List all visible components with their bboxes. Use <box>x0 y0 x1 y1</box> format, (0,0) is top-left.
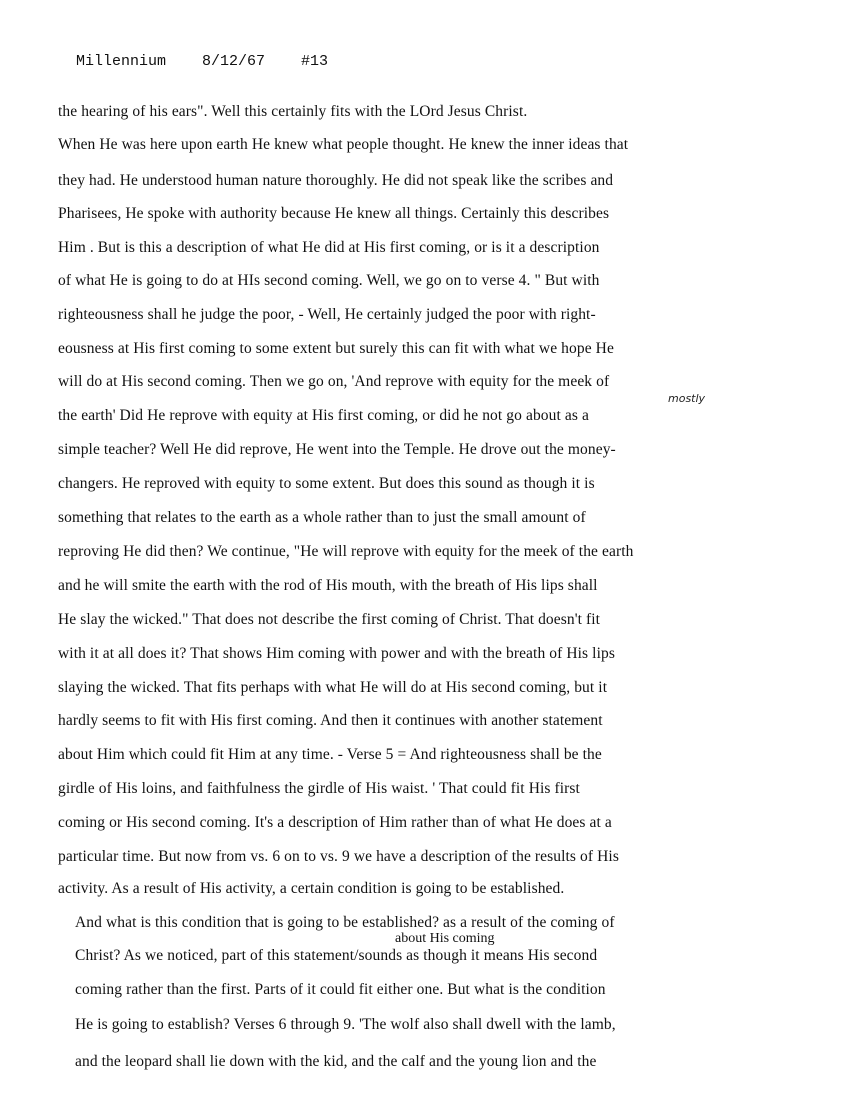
text-line: something that relates to the earth as a whole rather than to just the small amount of <box>58 509 586 526</box>
text-line: about Him which could fit Him at any time. - Verse 5 = And righteousness shall be the <box>58 746 602 763</box>
text-line: coming or His second coming. It's a description of Him rather than of what He does at a <box>58 814 612 831</box>
text-line: changers. He reproved with equity to some extent. But does this sound as though it is <box>58 475 595 492</box>
text-line: they had. He understood human nature thoroughly. He did not speak like the scribes and <box>58 172 614 189</box>
text-line: the earth' Did He reprove with equity at His first coming, or did he not go about as a <box>58 407 589 424</box>
text-line: coming rather than the first. Parts of it could fit either one. But what is the condition <box>75 981 606 998</box>
text-line: When He was here upon earth He knew what people thought. He knew the inner ideas that <box>58 136 629 153</box>
text-line: the hearing of his ears". Well this certainly fits with the LOrd Jesus Christ. <box>58 103 528 120</box>
text-line: He is going to establish? Verses 6 through 9. 'The wolf also shall dwell with the lamb, <box>75 1016 616 1033</box>
text-line: slaying the wicked. That fits perhaps with what He will do at His second coming, but it <box>58 679 608 696</box>
text-line: of what He is going to do at HIs second coming. Well, we go on to verse 4. " But with <box>58 272 600 289</box>
text-line: and the leopard shall lie down with the kid, and the calf and the young lion and the <box>75 1053 597 1070</box>
text-line: Pharisees, He spoke with authority because He knew all things. Certainly this describes <box>58 205 610 222</box>
interlinear-insertion: about His coming <box>395 931 495 946</box>
text-line: Him . But is this a description of what He did at His first coming, or is it a description <box>58 239 600 256</box>
text-line: And what is this condition that is going to be established? as a result of the coming of <box>75 914 615 931</box>
text-line: and he will smite the earth with the rod of His mouth, with the breath of His lips shall <box>58 577 598 594</box>
page-header <box>58 36 364 70</box>
text-line: simple teacher? Well He did reprove, He went into the Temple. He drove out the money- <box>58 441 616 458</box>
header-number: #13 <box>301 53 329 70</box>
text-line: righteousness shall he judge the poor, - Well, He certainly judged the poor with right- <box>58 306 596 323</box>
text-line: particular time. But now from vs. 6 on to vs. 9 we have a description of the results of His <box>58 848 619 865</box>
text-line: will do at His second coming. Then we go on, 'And reprove with equity for the meek of <box>58 373 610 390</box>
header-title: Millennium <box>76 53 167 70</box>
header-date: 8/12/67 <box>202 53 266 70</box>
text-line: Christ? As we noticed, part of this statement/sounds as though it means His second <box>75 947 598 964</box>
handwritten-annotation: mostly <box>668 392 706 405</box>
text-line: hardly seems to fit with His first coming. And then it continues with another statement <box>58 712 603 729</box>
text-line: with it at all does it? That shows Him coming with power and with the breath of His lips <box>58 645 615 662</box>
text-line: eousness at His first coming to some extent but surely this can fit with what we hope He <box>58 340 614 357</box>
text-line: He slay the wicked." That does not describe the first coming of Christ. That doesn't fit <box>58 611 601 628</box>
text-line: activity. As a result of His activity, a certain condition is going to be established. <box>58 880 565 897</box>
text-line: reproving He did then? We continue, "He will reprove with equity for the meek of the earth <box>58 543 634 560</box>
text-line: girdle of His loins, and faithfulness the girdle of His waist. ' That could fit His first <box>58 780 580 797</box>
